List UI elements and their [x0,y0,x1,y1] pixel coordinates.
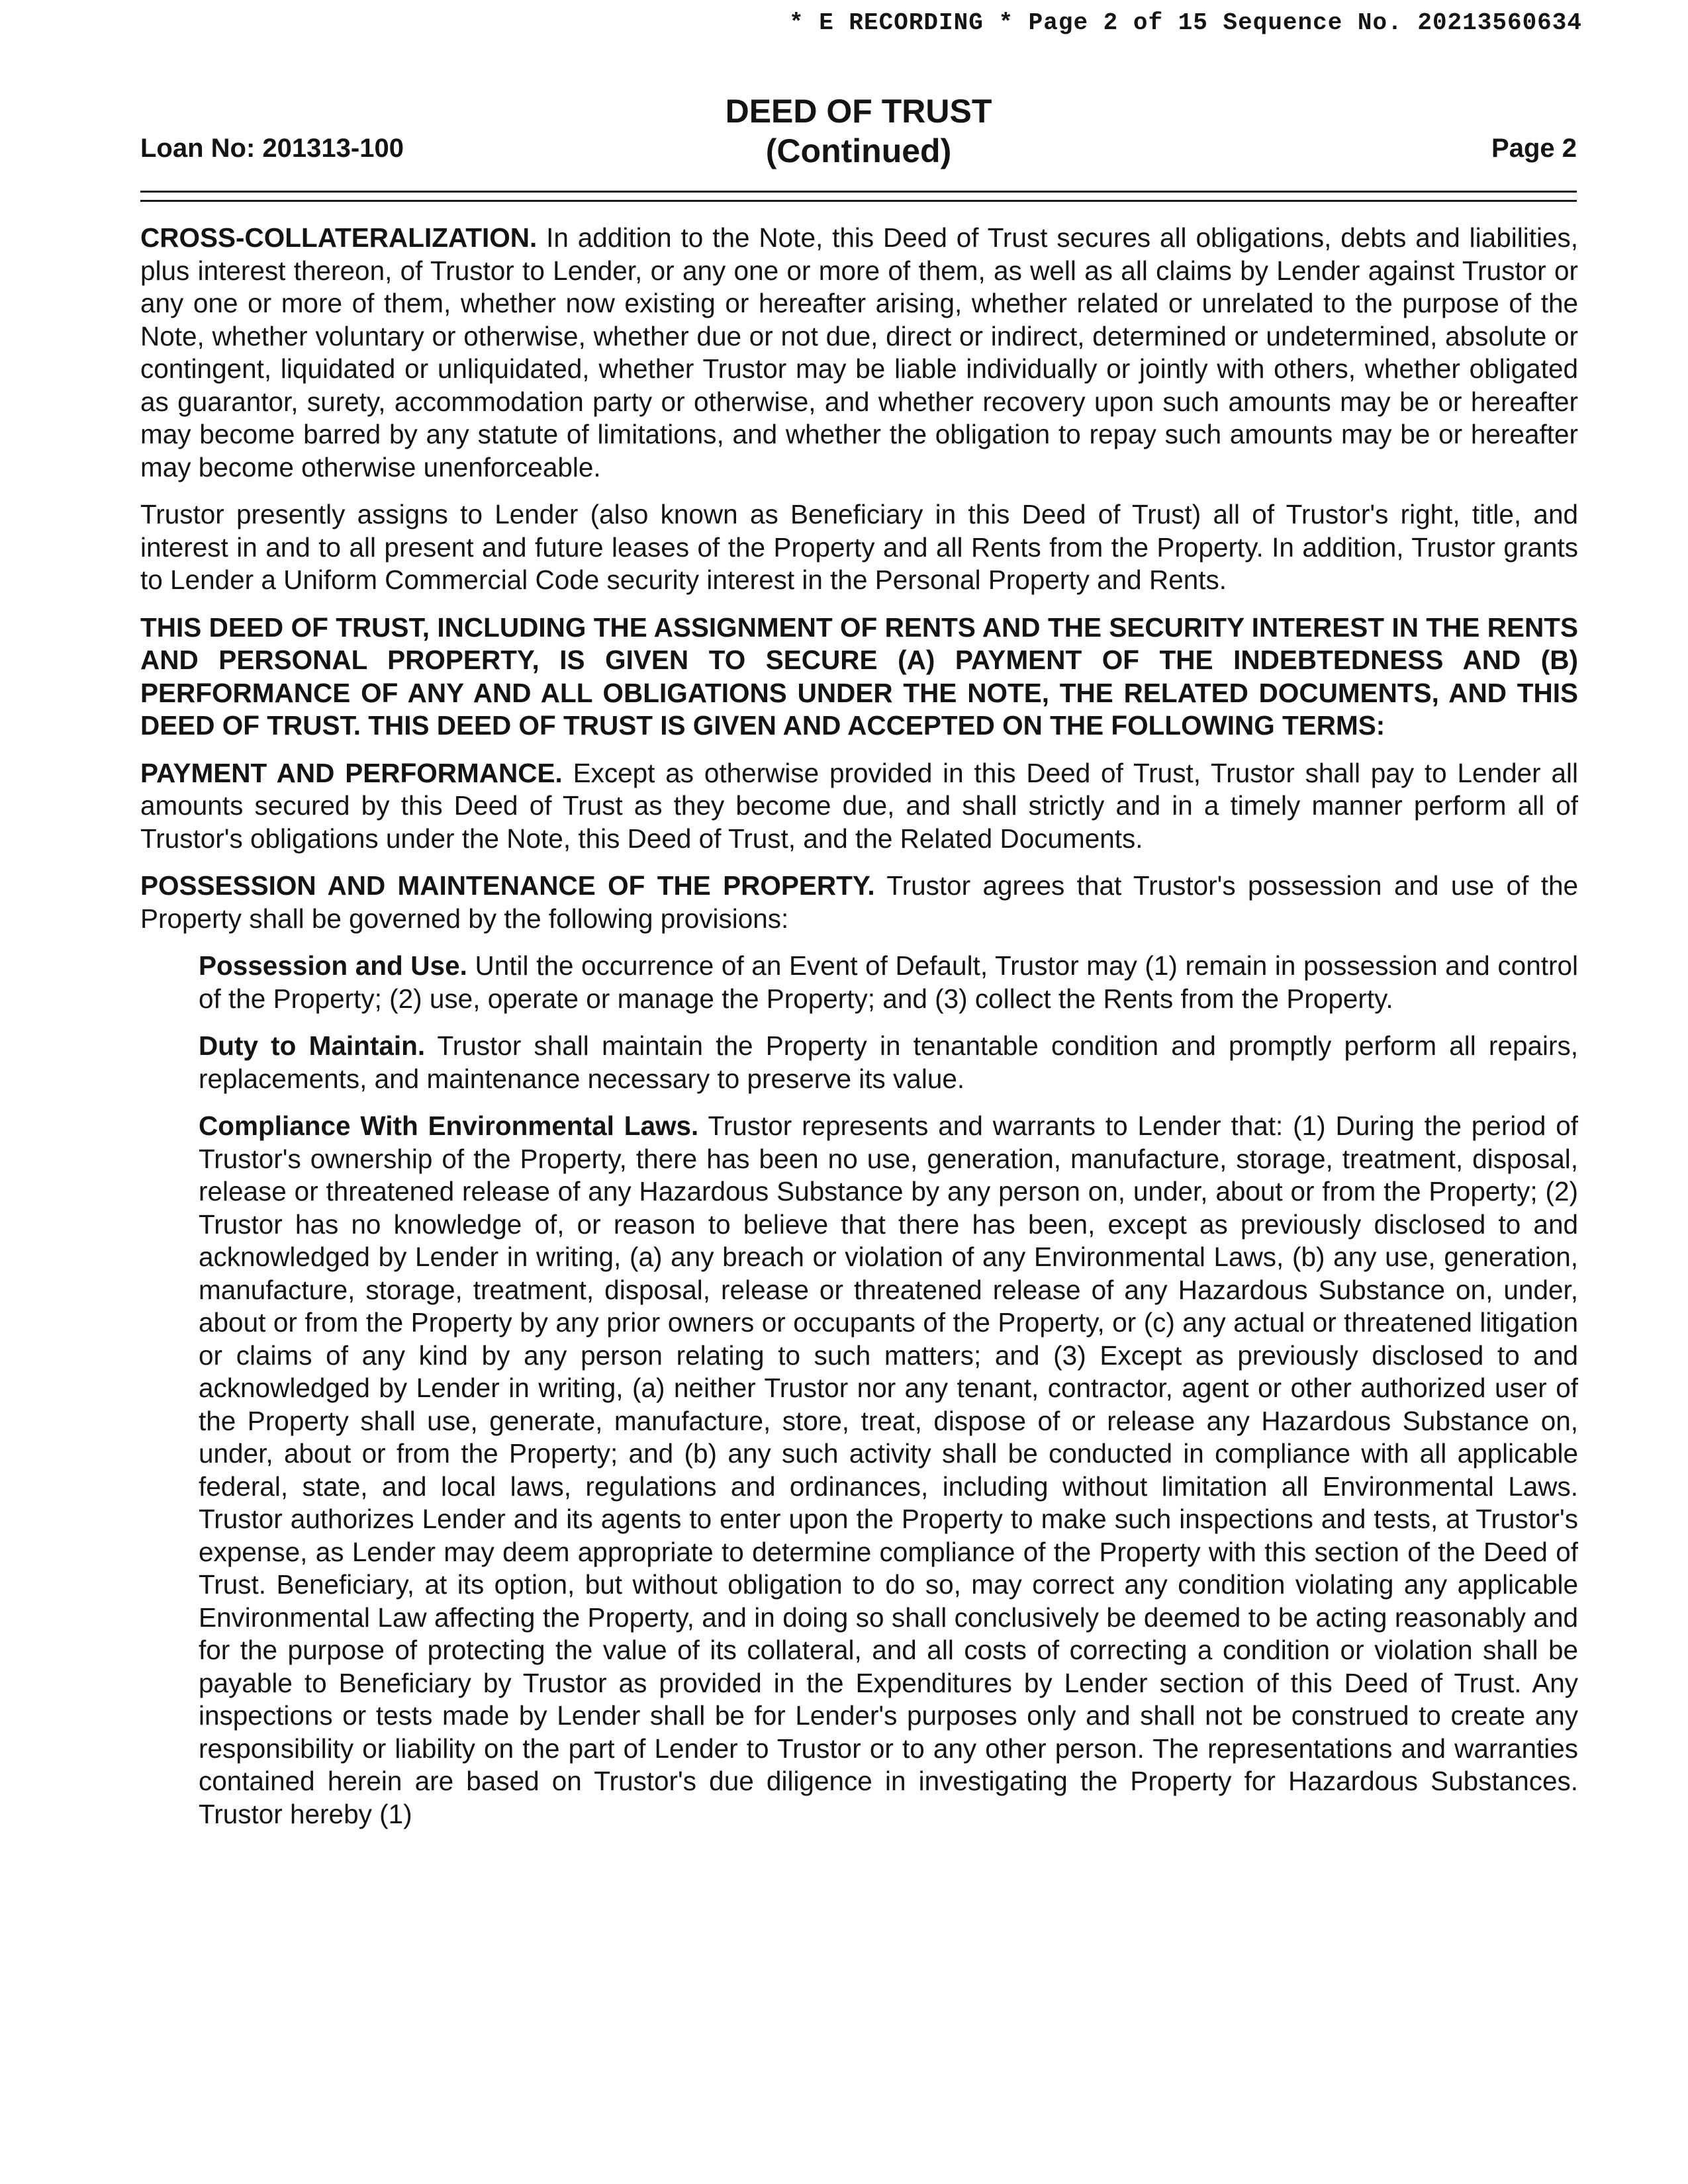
assignment-text: Trustor presently assigns to Lender (also known as Beneficiary in this Deed of Trust) all of Trustor's right, title, and interest in and to all present and future leases of the Property and all Rents from the Property. In addition, Trustor grants to Lender a Uniform Commercial Code security interest in the Personal Property and Rents. [140,499,1578,595]
assignment-paragraph [140,498,1578,597]
document-body [140,222,1578,1845]
cross-collateralization-text: In addition to the Note, this Deed of Trust secures all obligations, debts and liabilities, plus interest thereon, of Trustor to Lender, or any one or more of them, as well as all claims by Lender against Trustor or any one or more of them, whether now existing or hereafter arising, whether related or unrelated to the purpose of the Note, whether voluntary or otherwise, whether due or not due, direct or indirect, determined or undetermined, absolute or contingent, liquidated or unliquidated, whether Trustor may be liable individually or jointly with others, whether obligated as guarantor, surety, accommodation party or otherwise, and whether recovery upon such amounts may be or hereafter may become barred by any statute of limitations, and whether the obligation to repay such amounts may be or hereafter may become otherwise unenforceable. [140,222,1578,482]
loan-number: Loan No: 201313-100 [140,134,404,163]
header-rule-bottom [140,200,1577,202]
environmental-heading: Compliance With Environmental Laws. [199,1111,699,1141]
document-title: DEED OF TRUST [725,93,992,130]
payment-performance-heading: PAYMENT AND PERFORMANCE. [140,757,563,788]
payment-performance-paragraph [140,757,1578,856]
duty-to-maintain-heading: Duty to Maintain. [199,1030,426,1061]
environmental-text: Trustor represents and warrants to Lender that: (1) During the period of Trustor's ownership of the Property, there has been no use, generation, manufacture, storage, treatment, disposal, release or threatened release of any Hazardous Substance by any person on, under, about or from the Property; (2) Trustor has no knowledge of, or reason to believe that there has been, except as previously disclosed to and acknowledged by Lender in writing, (a) any breach or violation of any Environmental Laws, (b) any use, generation, manufacture, storage, treatment, disposal, release or threatened release of any Hazardous Substance on, under, about or from the Property by any prior owners or occupants of the Property, or (c) any actual or threatened litigation or claims of any kind by any person relating to such matters; and (3) Except as previously disclosed to and acknowledged by Lender in writing, (a) neither Trustor nor any tenant, contractor, agent or other authorized user of the Property shall use, generate, manufacture, store, treat, dispose of or release any Hazardous Substance on, under, about or from the Property; and (b) any such activity shall be conducted in compliance with all applicable federal, state, and local laws, regulations and ordinances, including without limitation all Environmental Laws. Trustor authorizes Lender and its agents to enter upon the Property to make such inspections and tests, at Trustor's expense, as Lender may deem appropriate to determine compliance of the Property with this section of the Deed of Trust. Beneficiary, at its option, but without obligation to do so, may correct any condition violating any applicable Environmental Law affecting the Property, and in doing so shall conclusively be deemed to be acting reasonably and for the purpose of protecting the value of its collateral, and all costs of correcting a condition or violation shall be payable to Beneficiary by Trustor as provided in the Expenditures by Lender section of this Deed of Trust. Any inspections or tests made by Lender shall be for Lender's purposes only and shall not be construed to create any responsibility or liability on the part of Lender to Trustor or to any other person. The representations and warranties contained herein are based on Trustor's due diligence in investigating the Property for Hazardous Substances. Trustor hereby (1) [199,1111,1578,1829]
header-rule-top [140,191,1577,193]
given-to-secure-text: THIS DEED OF TRUST, INCLUDING THE ASSIGNMENT OF RENTS AND THE SECURITY INTEREST IN THE RENTS AND PERSONAL PROPERTY, IS GIVEN TO SECURE (A) PAYMENT OF THE INDEBTEDNESS AND (B) PERFORMANCE OF ANY AND ALL OBLIGATIONS UNDER THE NOTE, THE RELATED DOCUMENTS, AND THIS DEED OF TRUST. THIS DEED OF TRUST IS GIVEN AND ACCEPTED ON THE FOLLOWING TERMS: [140,612,1578,741]
duty-to-maintain-paragraph [199,1030,1578,1095]
possession-maintenance-paragraph [140,870,1578,935]
document-title-block [140,91,1577,171]
cross-collateralization-paragraph [140,222,1578,484]
environmental-paragraph [199,1110,1578,1831]
duty-to-maintain-text: Trustor shall maintain the Property in tenantable condition and promptly perform all repairs, replacements, and maintenance necessary to preserve its value. [199,1030,1578,1094]
document-header [140,86,1577,179]
cross-collateralization-heading: CROSS-COLLATERALIZATION. [140,222,538,253]
possession-maintenance-text: Trustor agrees that Trustor's possession and use of the Property shall be governed by the following provisions: [140,870,1578,934]
possession-use-heading: Possession and Use. [199,950,467,981]
possession-maintenance-heading: POSSESSION AND MAINTENANCE OF THE PROPERTY. [140,870,875,901]
possession-use-paragraph [199,950,1578,1015]
page-number: Page 2 [1491,134,1577,163]
possession-use-text: Until the occurrence of an Event of Default, Trustor may (1) remain in possession and control of the Property; (2) use, operate or manage the Property; and (3) collect the Rents from the Property. [199,950,1578,1014]
given-to-secure-paragraph [140,612,1578,743]
recording-header: * E RECORDING * Page 2 of 15 Sequence No. 20213560634 [789,9,1582,36]
document-subtitle: (Continued) [765,132,952,169]
payment-performance-text: Except as otherwise provided in this Deed of Trust, Trustor shall pay to Lender all amounts secured by this Deed of Trust as they become due, and shall strictly and in a timely manner perform all of Trustor's obligations under the Note, this Deed of Trust, and the Related Documents. [140,757,1578,854]
